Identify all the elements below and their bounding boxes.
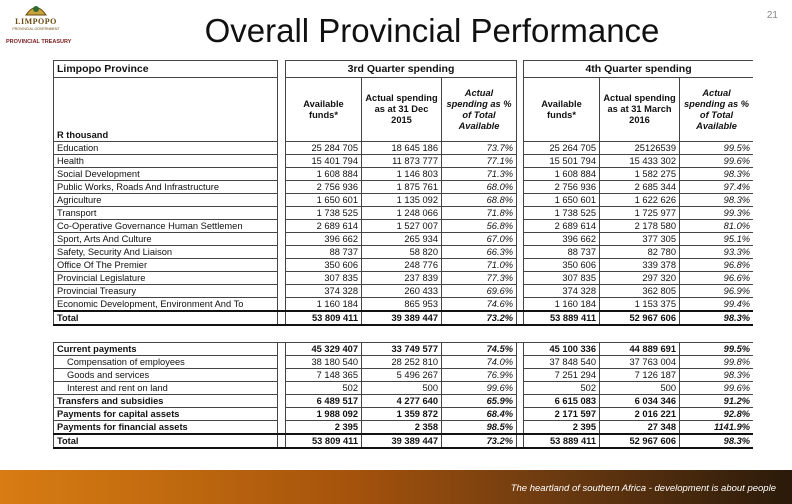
table-cell: 500 (600, 382, 680, 395)
table-cell: 2 756 936 (286, 181, 362, 194)
coat-of-arms-icon (24, 2, 48, 16)
economic-row (54, 369, 754, 382)
logo-subtitle: PROVINCIAL GOVERNMENT (12, 27, 60, 31)
table-cell: 28 252 810 (362, 356, 442, 369)
economic-row (54, 382, 754, 395)
table-cell: 99.8% (680, 356, 753, 369)
table-cell: 56.8% (442, 220, 517, 233)
q3-available-header: Available funds* (286, 78, 362, 142)
table-cell: Total (54, 311, 278, 325)
table-cell: 1 146 803 (362, 168, 442, 181)
economic-row (54, 343, 754, 356)
table-cell: 1 608 884 (524, 168, 600, 181)
table-cell: Education (54, 142, 278, 155)
table-cell: 25 284 705 (286, 142, 362, 155)
footer-bar (0, 470, 792, 504)
footer-tagline: The heartland of southern Africa - development is about people (510, 483, 776, 494)
table-cell: 37 763 004 (600, 356, 680, 369)
department-row (54, 259, 754, 272)
table-cell: 1 988 092 (286, 408, 362, 421)
table-cell: 6 034 346 (600, 395, 680, 408)
table-cell: 95.1% (680, 233, 753, 246)
table-cell: Transport (54, 207, 278, 220)
spacer-row (54, 325, 754, 343)
table-cell: 6 489 517 (286, 395, 362, 408)
table-cell: 98.5% (442, 421, 517, 435)
performance-table (53, 60, 753, 449)
table-cell: 248 776 (362, 259, 442, 272)
table-cell: 39 389 447 (362, 434, 442, 448)
table-cell: 237 839 (362, 272, 442, 285)
department-row (54, 142, 754, 155)
table-cell: 1 875 761 (362, 181, 442, 194)
table-cell: 1 135 092 (362, 194, 442, 207)
table-cell: 15 401 794 (286, 155, 362, 168)
table-cell: 88 737 (524, 246, 600, 259)
department-row (54, 194, 754, 207)
department-row (54, 246, 754, 259)
table-cell: Public Works, Roads And Infrastructure (54, 181, 278, 194)
table-cell: 865 953 (362, 298, 442, 312)
table-cell: 77.1% (442, 155, 517, 168)
economic-row (54, 421, 754, 435)
table-cell: Safety, Security And Liaison (54, 246, 278, 259)
table-cell: 11 873 777 (362, 155, 442, 168)
table-cell: 45 329 407 (286, 343, 362, 356)
table-cell: 2 689 614 (524, 220, 600, 233)
table-cell: 76.9% (442, 369, 517, 382)
table-cell: 99.6% (680, 155, 753, 168)
table-cell: 96.9% (680, 285, 753, 298)
table-cell: 53 809 411 (286, 311, 362, 325)
table-cell: 1 160 184 (286, 298, 362, 312)
table-cell: 6 615 083 (524, 395, 600, 408)
economic-row (54, 395, 754, 408)
table-cell: 53 809 411 (286, 434, 362, 448)
table-cell: 73.2% (442, 311, 517, 325)
table-cell: 81.0% (680, 220, 753, 233)
provincial-treasury-logo (6, 2, 72, 52)
table-cell: 297 320 (600, 272, 680, 285)
table-cell: 77.3% (442, 272, 517, 285)
logo-department: PROVINCIAL TREASURY (6, 39, 72, 45)
table-cell: 53 889 411 (524, 434, 600, 448)
table-cell: 92.8% (680, 408, 753, 421)
economic-row (54, 356, 754, 369)
table-cell: 1 622 626 (600, 194, 680, 207)
table-cell: 2 358 (362, 421, 442, 435)
table-cell: Office Of The Premier (54, 259, 278, 272)
table-cell: 265 934 (362, 233, 442, 246)
q3-label: 3rd Quarter spending (286, 61, 517, 78)
table-cell: 260 433 (362, 285, 442, 298)
table-cell: Co-Operative Governance Human Settlemen (54, 220, 278, 233)
table-cell: 39 389 447 (362, 311, 442, 325)
unit-label: R thousand (54, 78, 278, 142)
table-cell: 2 685 344 (600, 181, 680, 194)
q3-pct-header: Actual spending as % of Total Available (442, 78, 517, 142)
table-cell: 74.0% (442, 356, 517, 369)
table-cell: 1141.9% (680, 421, 753, 435)
table-cell: Provincial Legislature (54, 272, 278, 285)
table-cell: 1 738 525 (286, 207, 362, 220)
table-cell: 1 738 525 (524, 207, 600, 220)
table-cell: 2 171 597 (524, 408, 600, 421)
logo-name: LIMPOPO (15, 17, 57, 26)
table-cell: 1 248 066 (362, 207, 442, 220)
table-cell: Payments for financial assets (54, 421, 278, 435)
table-cell: 91.2% (680, 395, 753, 408)
q3-actual-header: Actual spending as at 31 Dec 2015 (362, 78, 442, 142)
table-cell: 7 148 365 (286, 369, 362, 382)
table-cell: 377 305 (600, 233, 680, 246)
table-cell: 71.3% (442, 168, 517, 181)
department-row (54, 220, 754, 233)
table-cell: 339 378 (600, 259, 680, 272)
table-cell: 307 835 (286, 272, 362, 285)
table-cell: 15 433 302 (600, 155, 680, 168)
table-cell: Interest and rent on land (54, 382, 278, 395)
table-cell: Agriculture (54, 194, 278, 207)
table-cell: 98.3% (680, 369, 753, 382)
table-cell: 7 126 187 (600, 369, 680, 382)
table-cell: 502 (286, 382, 362, 395)
table-cell: 1 527 007 (362, 220, 442, 233)
table-cell: 5 496 267 (362, 369, 442, 382)
table-cell: 350 606 (524, 259, 600, 272)
table-cell: Health (54, 155, 278, 168)
total-row (54, 311, 754, 325)
table-cell: 2 689 614 (286, 220, 362, 233)
table-cell: 374 328 (286, 285, 362, 298)
table-cell: 99.6% (680, 382, 753, 395)
table-cell: 307 835 (524, 272, 600, 285)
table-cell: 2 395 (286, 421, 362, 435)
table-cell: 396 662 (286, 233, 362, 246)
table-cell: 45 100 336 (524, 343, 600, 356)
table-cell: Current payments (54, 343, 278, 356)
table-cell: 68.8% (442, 194, 517, 207)
table-cell: 98.3% (680, 194, 753, 207)
table-cell: 69.6% (442, 285, 517, 298)
table-cell: 98.3% (680, 434, 753, 448)
total-row (54, 434, 754, 448)
table-cell: 66.3% (442, 246, 517, 259)
table-cell: Payments for capital assets (54, 408, 278, 421)
table-cell: 52 967 606 (600, 311, 680, 325)
table-cell: 99.4% (680, 298, 753, 312)
table-cell: 58 820 (362, 246, 442, 259)
department-row (54, 272, 754, 285)
table-cell: 15 501 794 (524, 155, 600, 168)
performance-table-container (53, 60, 753, 450)
department-row (54, 285, 754, 298)
table-cell: 82 780 (600, 246, 680, 259)
table-cell: 27 348 (600, 421, 680, 435)
table-cell: 96.6% (680, 272, 753, 285)
table-cell: Provincial Treasury (54, 285, 278, 298)
table-cell: Transfers and subsidies (54, 395, 278, 408)
table-cell: 96.8% (680, 259, 753, 272)
table-cell: 98.3% (680, 168, 753, 181)
table-cell: 99.3% (680, 207, 753, 220)
table-cell: 1 582 275 (600, 168, 680, 181)
table-cell: Sport, Arts And Culture (54, 233, 278, 246)
table-cell: 362 805 (600, 285, 680, 298)
q4-label: 4th Quarter spending (524, 61, 753, 78)
q4-pct-header: Actual spending as % of Total Available (680, 78, 753, 142)
table-cell: 44 889 691 (600, 343, 680, 356)
table-cell: 53 889 411 (524, 311, 600, 325)
table-cell: 1 650 601 (524, 194, 600, 207)
department-row (54, 207, 754, 220)
table-cell: 2 178 580 (600, 220, 680, 233)
table-cell: 4 277 640 (362, 395, 442, 408)
table-cell: 68.4% (442, 408, 517, 421)
department-row (54, 233, 754, 246)
table-cell: 88 737 (286, 246, 362, 259)
table-cell: 502 (524, 382, 600, 395)
table-cell: 2 016 221 (600, 408, 680, 421)
department-row (54, 298, 754, 312)
table-cell: 1 650 601 (286, 194, 362, 207)
table-cell: 65.9% (442, 395, 517, 408)
table-cell: 99.5% (680, 142, 753, 155)
table-cell: 1 725 977 (600, 207, 680, 220)
table-cell: Total (54, 434, 278, 448)
table-cell: 97.4% (680, 181, 753, 194)
page-number: 21 (766, 10, 778, 21)
table-cell: 1 608 884 (286, 168, 362, 181)
economic-row (54, 408, 754, 421)
table-cell: 25126539 (600, 142, 680, 155)
table-cell: 33 749 577 (362, 343, 442, 356)
table-cell: 350 606 (286, 259, 362, 272)
table-cell: 374 328 (524, 285, 600, 298)
column-header-row (54, 78, 754, 142)
table-cell: 2 756 936 (524, 181, 600, 194)
department-row (54, 168, 754, 181)
department-row (54, 181, 754, 194)
table-cell: 74.6% (442, 298, 517, 312)
table-cell: 99.6% (442, 382, 517, 395)
table-cell: 73.2% (442, 434, 517, 448)
table-cell: 38 180 540 (286, 356, 362, 369)
q4-actual-header: Actual spending as at 31 March 2016 (600, 78, 680, 142)
entity-label: Limpopo Province (54, 61, 278, 78)
department-row (54, 155, 754, 168)
table-cell: 37 848 540 (524, 356, 600, 369)
table-cell: 52 967 606 (600, 434, 680, 448)
table-cell: 74.5% (442, 343, 517, 356)
q4-available-header: Available funds* (524, 78, 600, 142)
table-cell: 1 359 872 (362, 408, 442, 421)
table-cell: 25 264 705 (524, 142, 600, 155)
table-cell: Social Development (54, 168, 278, 181)
table-cell: 1 160 184 (524, 298, 600, 312)
table-cell: 396 662 (524, 233, 600, 246)
table-cell: Goods and services (54, 369, 278, 382)
table-cell: 7 251 294 (524, 369, 600, 382)
table-cell: 93.3% (680, 246, 753, 259)
table-cell: 99.5% (680, 343, 753, 356)
table-cell: 73.7% (442, 142, 517, 155)
table-cell: 500 (362, 382, 442, 395)
table-cell: 2 395 (524, 421, 600, 435)
page-title: Overall Provincial Performance (204, 12, 660, 49)
table-cell: Compensation of employees (54, 356, 278, 369)
table-cell: 18 645 186 (362, 142, 442, 155)
table-banner-row (54, 61, 754, 78)
table-cell: 1 153 375 (600, 298, 680, 312)
table-cell: 67.0% (442, 233, 517, 246)
table-cell: 68.0% (442, 181, 517, 194)
table-cell: Economic Development, Environment And To (54, 298, 278, 312)
table-cell: 71.8% (442, 207, 517, 220)
table-cell: 71.0% (442, 259, 517, 272)
table-cell: 98.3% (680, 311, 753, 325)
